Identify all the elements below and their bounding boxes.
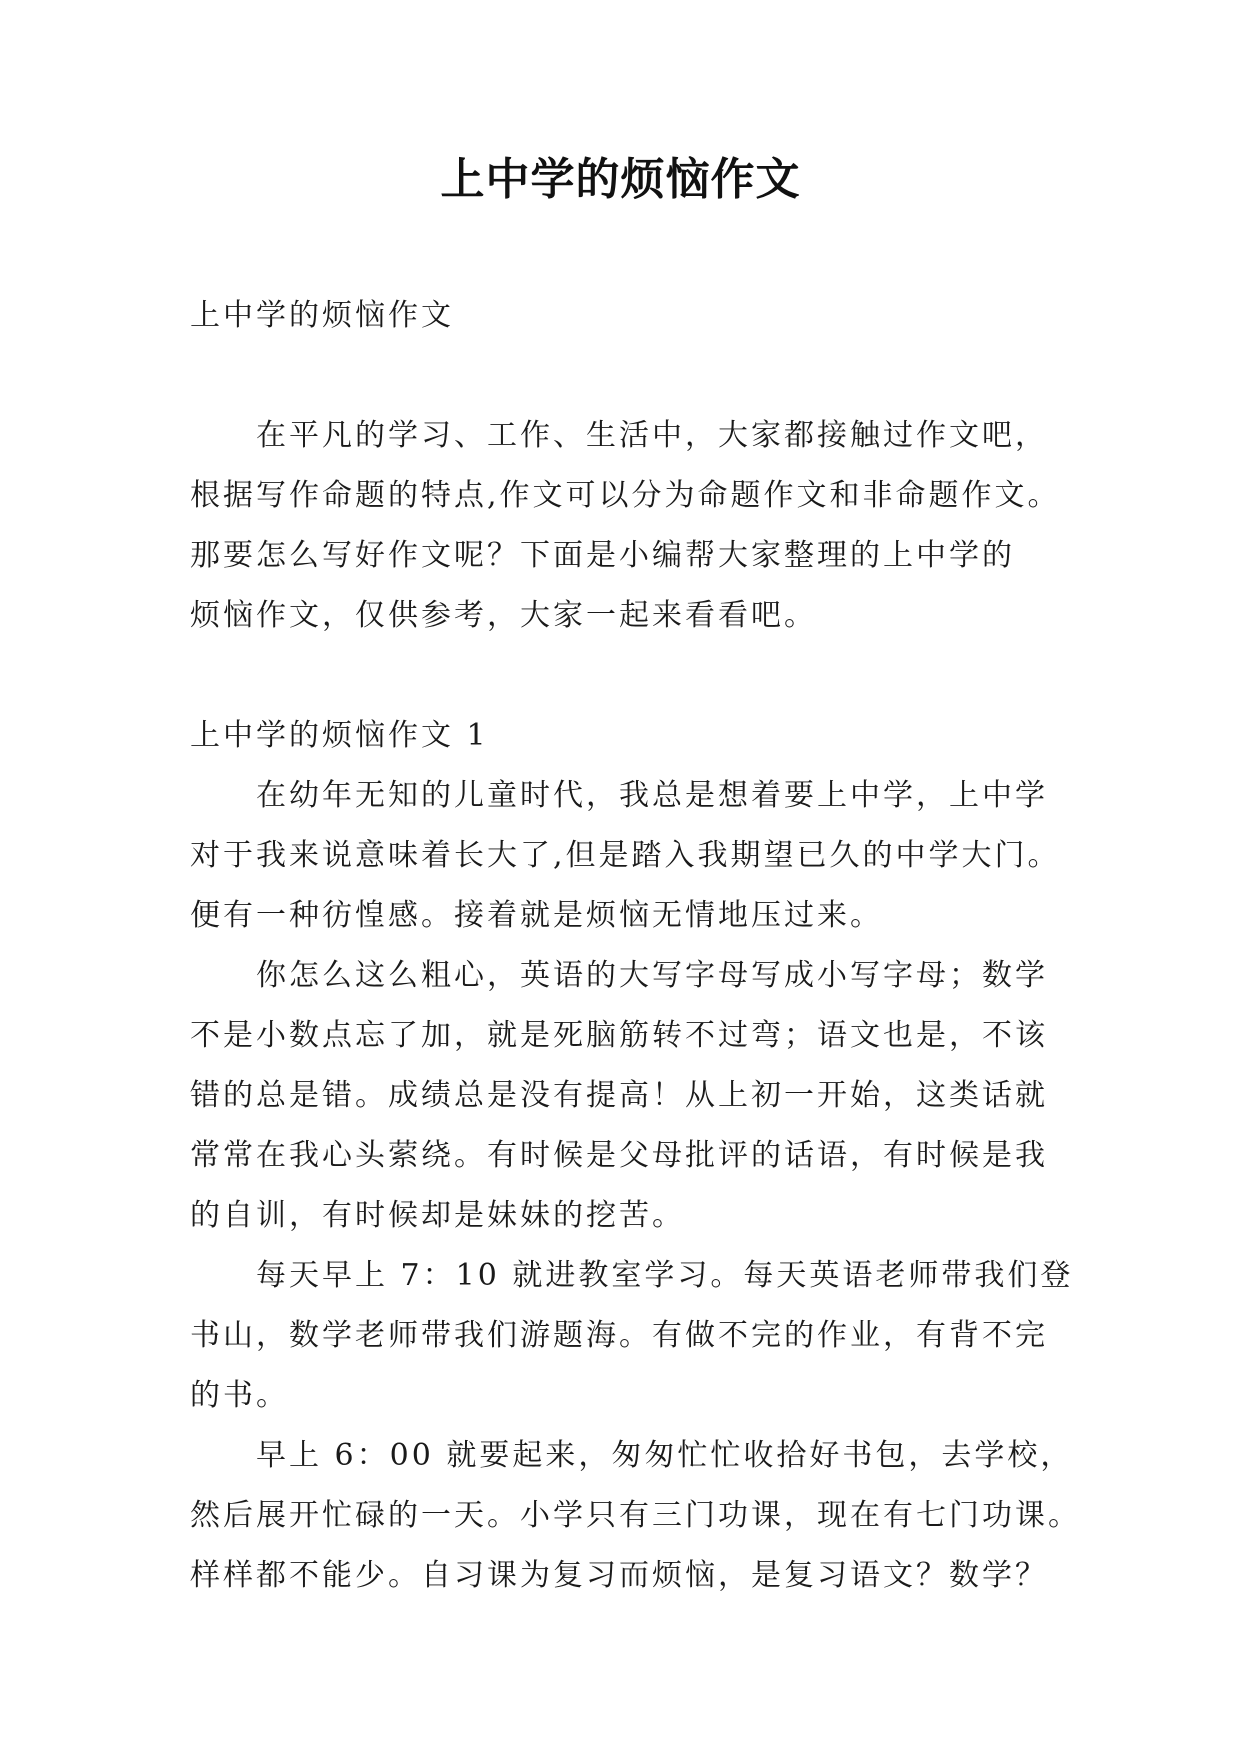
paragraph-line: 便有一种彷惶感。接着就是烦恼无情地压过来。 (190, 898, 883, 933)
paragraph-line: 在平凡的学习、工作、生活中，大家都接触过作文吧， (256, 418, 1048, 453)
blank-line (190, 346, 1070, 406)
intro-paragraph (190, 406, 1070, 646)
paragraph-1 (190, 766, 1070, 946)
paragraph-line: 不是小数点忘了加，就是死脑筋转不过弯；语文也是，不该 (190, 1018, 1048, 1053)
paragraph-line: 错的总是错。成绩总是没有提高！从上初一开始，这类话就 (190, 1078, 1048, 1113)
paragraph-line: 书山，数学老师带我们游题海。有做不完的作业，有背不完 (190, 1318, 1048, 1353)
paragraph-line: 在幼年无知的儿童时代，我总是想着要上中学，上中学 (256, 778, 1048, 813)
paragraph-3 (190, 1246, 1074, 1426)
document-body (190, 286, 1081, 1606)
paragraph-line: 每天早上 7：10 就进教室学习。每天英语老师带我们登 (256, 1258, 1074, 1293)
paragraph-line: 的自训，有时候却是妹妹的挖苦。 (190, 1198, 685, 1233)
paragraph-2 (190, 946, 1070, 1246)
paragraph-line: 你怎么这么粗心，英语的大写字母写成小写字母；数学 (256, 958, 1048, 993)
paragraph-line: 那要怎么写好作文呢？下面是小编帮大家整理的上中学的 (190, 538, 1015, 573)
blank-line (190, 646, 1070, 706)
paragraph-line: 对于我来说意味着长大了,但是踏入我期望已久的中学大门。 (190, 838, 1061, 873)
paragraph-4 (190, 1426, 1081, 1606)
paragraph-line: 常常在我心头萦绕。有时候是父母批评的话语，有时候是我 (190, 1138, 1048, 1173)
paragraph-line: 样样都不能少。自习课为复习而烦恼，是复习语文？数学？ (190, 1558, 1048, 1593)
document-title: 上中学的烦恼作文 (440, 154, 801, 205)
paragraph-line: 的书。 (190, 1378, 289, 1413)
paragraph-line: 然后展开忙碌的一天。小学只有三门功课，现在有七门功课。 (190, 1498, 1081, 1533)
paragraph-line: 烦恼作文，仅供参考，大家一起来看看吧。 (190, 598, 817, 633)
document-subtitle: 上中学的烦恼作文 (190, 298, 454, 333)
paragraph-line: 早上 6：00 就要起来，匆匆忙忙收拾好书包，去学校， (256, 1438, 1074, 1473)
section-heading: 上中学的烦恼作文 1 (190, 718, 489, 753)
paragraph-line: 根据写作命题的特点,作文可以分为命题作文和非命题作文。 (190, 478, 1061, 513)
